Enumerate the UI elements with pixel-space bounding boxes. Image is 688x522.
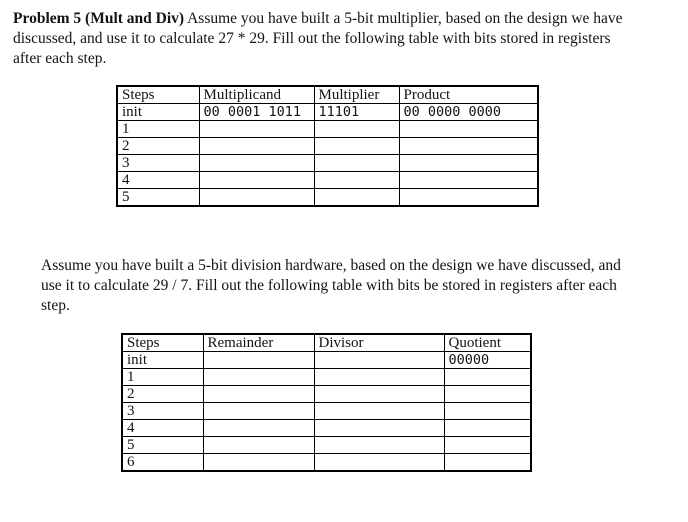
mult-cell-product-1[interactable] xyxy=(399,121,538,138)
div-header-remainder: Remainder xyxy=(203,334,314,352)
div-cell-quotient-2[interactable] xyxy=(444,386,531,403)
mult-row-1 xyxy=(117,121,538,138)
div-cell-remainder-4[interactable] xyxy=(203,420,314,437)
problem5-heading: Problem 5 (Mult and Div) xyxy=(13,10,185,27)
div-cell-remainder-3[interactable] xyxy=(203,403,314,420)
div-cell-divisor-3[interactable] xyxy=(314,403,444,420)
div-step-6: 6 xyxy=(122,454,203,472)
division-table xyxy=(121,333,532,472)
mult-cell-product-5[interactable] xyxy=(399,189,538,207)
problem5-line1 xyxy=(13,9,623,29)
div-row-4 xyxy=(122,420,531,437)
div-cell-divisor-1[interactable] xyxy=(314,369,444,386)
div-cell-remainder-2[interactable] xyxy=(203,386,314,403)
division-line2: use it to calculate 29 / 7. Fill out the following table with bits be stored in registers after each xyxy=(41,277,617,294)
mult-init-multiplicand: 00 0001 1011 xyxy=(199,104,314,121)
div-step-5: 5 xyxy=(122,437,203,454)
mult-step-1: 1 xyxy=(117,121,199,138)
mult-cell-multiplier-5[interactable] xyxy=(314,189,399,207)
mult-cell-product-3[interactable] xyxy=(399,155,538,172)
mult-cell-product-2[interactable] xyxy=(399,138,538,155)
div-init-remainder[interactable] xyxy=(203,352,314,369)
div-cell-remainder-5[interactable] xyxy=(203,437,314,454)
mult-cell-product-4[interactable] xyxy=(399,172,538,189)
mult-row-3 xyxy=(117,155,538,172)
div-step-3: 3 xyxy=(122,403,203,420)
div-header-row xyxy=(122,334,531,352)
mult-header-multiplicand: Multiplicand xyxy=(199,86,314,104)
mult-header-multiplier: Multiplier xyxy=(314,86,399,104)
div-row-5 xyxy=(122,437,531,454)
mult-row-init xyxy=(117,104,538,121)
div-cell-divisor-6[interactable] xyxy=(314,454,444,472)
mult-header-row xyxy=(117,86,538,104)
div-init-divisor[interactable] xyxy=(314,352,444,369)
div-cell-divisor-4[interactable] xyxy=(314,420,444,437)
div-step-1: 1 xyxy=(122,369,203,386)
div-step-2: 2 xyxy=(122,386,203,403)
mult-row-4 xyxy=(117,172,538,189)
mult-step-4: 4 xyxy=(117,172,199,189)
multiplication-table xyxy=(116,85,539,207)
div-cell-quotient-1[interactable] xyxy=(444,369,531,386)
problem5-line3: after each step. xyxy=(13,50,107,67)
division-line3: step. xyxy=(41,297,70,314)
div-cell-quotient-4[interactable] xyxy=(444,420,531,437)
div-cell-quotient-5[interactable] xyxy=(444,437,531,454)
div-header-quotient: Quotient xyxy=(444,334,531,352)
div-header-divisor: Divisor xyxy=(314,334,444,352)
div-row-init xyxy=(122,352,531,369)
mult-cell-multiplicand-2[interactable] xyxy=(199,138,314,155)
mult-cell-multiplier-3[interactable] xyxy=(314,155,399,172)
mult-step-5: 5 xyxy=(117,189,199,207)
mult-cell-multiplicand-4[interactable] xyxy=(199,172,314,189)
mult-cell-multiplicand-5[interactable] xyxy=(199,189,314,207)
problem5-paragraph xyxy=(13,9,623,69)
division-paragraph xyxy=(41,256,621,316)
div-cell-quotient-3[interactable] xyxy=(444,403,531,420)
mult-header-product: Product xyxy=(399,86,538,104)
div-row-3 xyxy=(122,403,531,420)
div-step-4: 4 xyxy=(122,420,203,437)
div-row-2 xyxy=(122,386,531,403)
div-cell-remainder-1[interactable] xyxy=(203,369,314,386)
div-init-quotient: 00000 xyxy=(444,352,531,369)
mult-row-5 xyxy=(117,189,538,207)
problem5-line2: discussed, and use it to calculate 27 * 29. Fill out the following table with bits stored in registers xyxy=(13,30,611,47)
mult-init-multiplier: 11101 xyxy=(314,104,399,121)
mult-row-2 xyxy=(117,138,538,155)
problem5-line1-rest: Assume you have built a 5-bit multiplier, based on the design we have xyxy=(187,10,623,27)
div-row-6 xyxy=(122,454,531,472)
div-cell-divisor-5[interactable] xyxy=(314,437,444,454)
mult-cell-multiplier-4[interactable] xyxy=(314,172,399,189)
div-cell-remainder-6[interactable] xyxy=(203,454,314,472)
div-init-step: init xyxy=(122,352,203,369)
div-row-1 xyxy=(122,369,531,386)
div-cell-divisor-2[interactable] xyxy=(314,386,444,403)
mult-cell-multiplier-1[interactable] xyxy=(314,121,399,138)
mult-cell-multiplier-2[interactable] xyxy=(314,138,399,155)
mult-step-2: 2 xyxy=(117,138,199,155)
div-header-steps: Steps xyxy=(122,334,203,352)
mult-init-step: init xyxy=(117,104,199,121)
mult-cell-multiplicand-3[interactable] xyxy=(199,155,314,172)
mult-cell-multiplicand-1[interactable] xyxy=(199,121,314,138)
div-cell-quotient-6[interactable] xyxy=(444,454,531,472)
mult-step-3: 3 xyxy=(117,155,199,172)
division-line1: Assume you have built a 5-bit division hardware, based on the design we have discussed, and xyxy=(41,257,621,274)
mult-init-product: 00 0000 0000 xyxy=(399,104,538,121)
mult-header-steps: Steps xyxy=(117,86,199,104)
